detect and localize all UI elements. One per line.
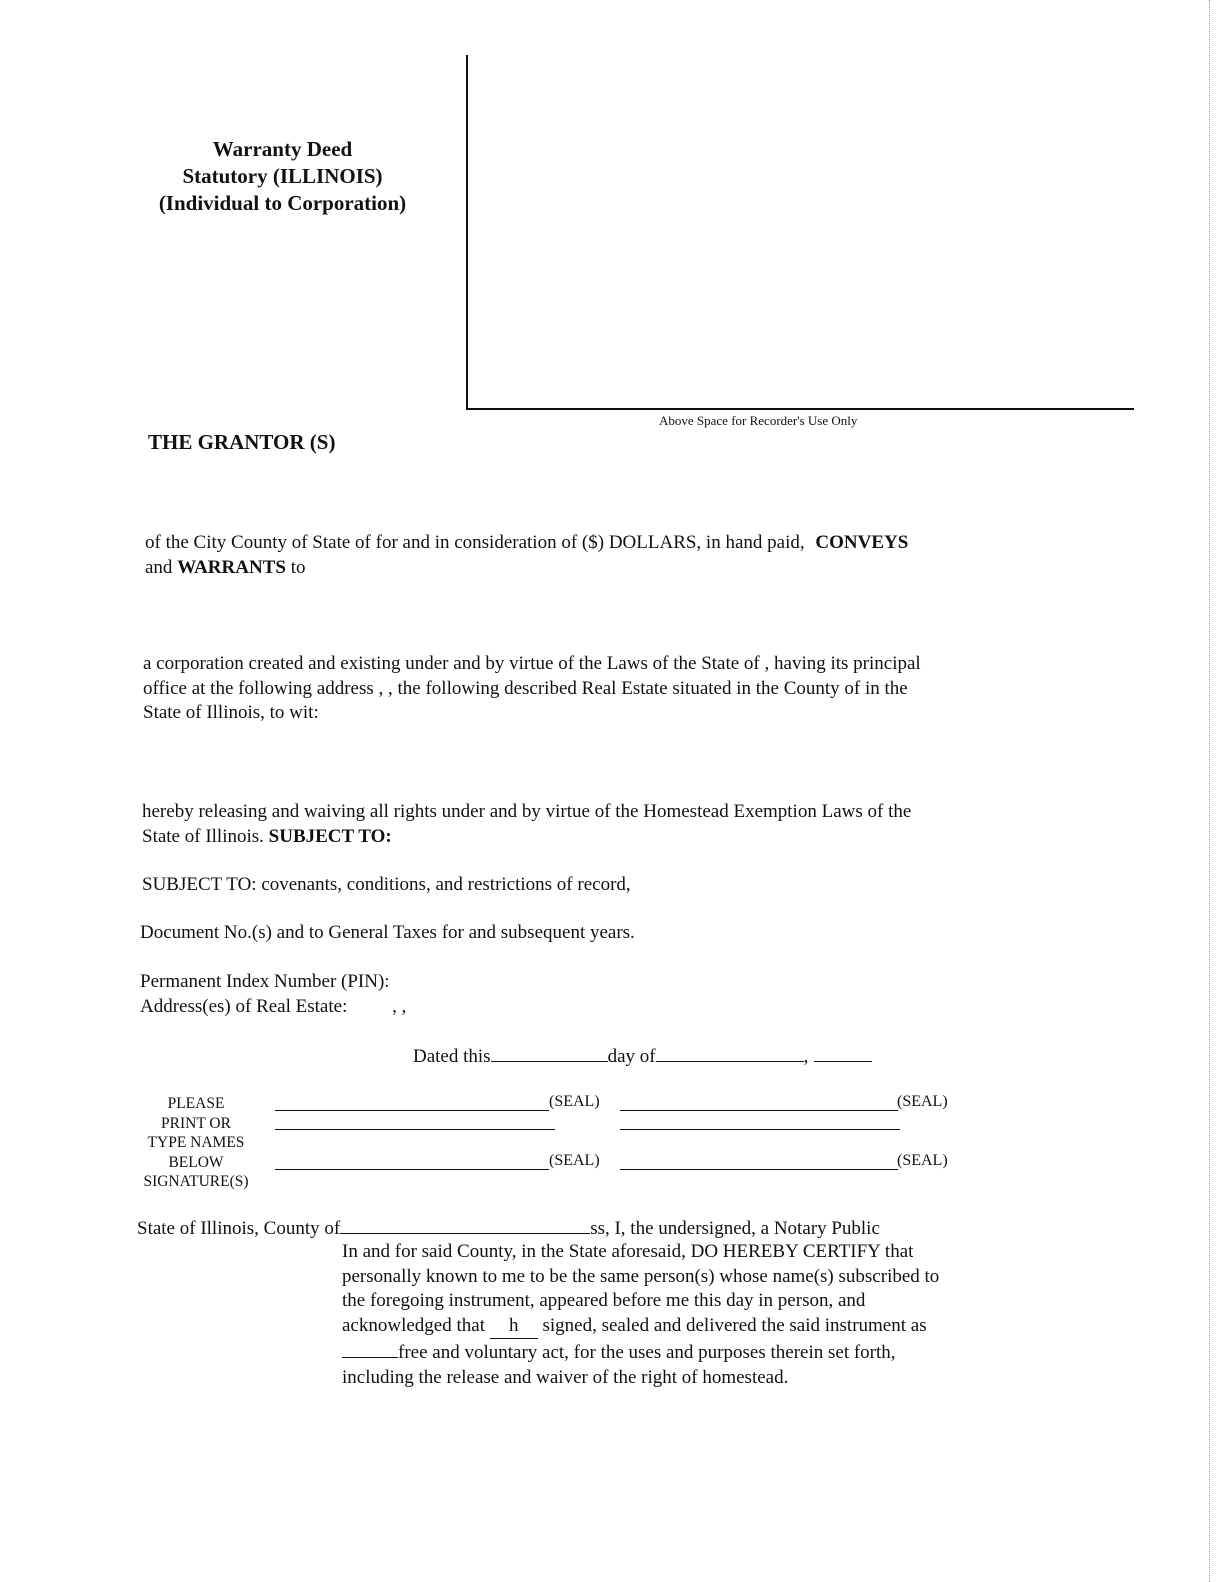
please-line-2: PRINT OR xyxy=(161,1114,231,1132)
recorder-note: Above Space for Recorder's Use Only xyxy=(659,413,858,428)
notary-county-line xyxy=(137,1215,880,1242)
consideration-line-1: of the City County of State of for and in consideration of ($) DOLLARS, in hand paid, xyxy=(145,532,805,553)
conveys-word: CONVEYS xyxy=(815,532,909,553)
signature-line-3[interactable] xyxy=(275,1169,549,1170)
dated-month-blank[interactable] xyxy=(656,1043,804,1062)
please-line-3: TYPE NAMES xyxy=(147,1134,245,1151)
corporation-line-1: a corporation created and existing under and by virtue of the Laws of the State of , having its principal xyxy=(143,653,921,674)
notary-body xyxy=(342,1240,939,1390)
notary-line-5-b: signed, sealed and delivered the said instrument as xyxy=(542,1314,927,1336)
address-line xyxy=(140,995,406,1020)
notary-line-4: the foregoing instrument, appeared before me this day in person, and xyxy=(342,1290,866,1311)
notary-line-3: personally known to me to be the same person(s) whose name(s) subscribed to xyxy=(342,1265,940,1287)
please-line-1: PLEASE xyxy=(167,1095,225,1112)
recorder-box-left-border xyxy=(466,55,468,410)
signature-line-1[interactable] xyxy=(275,1110,549,1111)
notary-pronoun-blank[interactable]: h xyxy=(490,1314,538,1340)
seal-label-1: (SEAL) xyxy=(549,1093,600,1110)
notary-county-suffix: ss, I, the undersigned, a Notary Public xyxy=(590,1218,880,1239)
homestead-line-2: State of Illinois. xyxy=(142,825,264,847)
print-name-line-2[interactable] xyxy=(620,1129,900,1130)
document-title xyxy=(110,136,455,217)
please-line-5: SIGNATURE(S) xyxy=(143,1173,249,1190)
consideration-paragraph xyxy=(145,531,908,580)
corporation-line-3: State of Illinois, to wit: xyxy=(143,702,319,723)
dated-year-blank[interactable] xyxy=(814,1043,872,1062)
corporation-line-2: office at the following address , , the following described Real Estate situated in the County of in the xyxy=(143,677,908,699)
title-line-1: Warranty Deed xyxy=(212,137,353,161)
seal-label-3: (SEAL) xyxy=(549,1152,600,1169)
document-no-line: Document No.(s) and to General Taxes for and subsequent years. xyxy=(140,922,635,943)
signature-line-2[interactable] xyxy=(620,1110,898,1111)
print-names-instruction xyxy=(133,1094,259,1192)
grantor-heading: THE GRANTOR (S) xyxy=(148,430,336,454)
dated-line xyxy=(413,1043,872,1070)
address-value: , , xyxy=(392,996,407,1017)
seal-label-2: (SEAL) xyxy=(897,1093,948,1110)
notary-line-2: In and for said County, in the State aforesaid, DO HEREBY CERTIFY that xyxy=(342,1241,914,1262)
consideration-to: to xyxy=(290,556,306,578)
homestead-paragraph xyxy=(142,800,911,849)
address-label: Address(es) of Real Estate: xyxy=(140,996,348,1017)
subject-to-bold: SUBJECT TO: xyxy=(268,825,392,847)
notary-line-6: free and voluntary act, for the uses and purposes therein set forth, xyxy=(398,1342,896,1363)
notary-possessive-blank[interactable] xyxy=(342,1339,398,1358)
corporation-paragraph xyxy=(143,652,921,726)
warrants-word: WARRANTS xyxy=(177,556,286,578)
homestead-line-1: hereby releasing and waiving all rights under and by virtue of the Homestead Exemption Laws of the xyxy=(142,801,912,822)
dated-day-blank[interactable] xyxy=(491,1043,608,1062)
notary-line-7: including the release and waiver of the right of homestead. xyxy=(342,1366,789,1388)
please-line-4: BELOW xyxy=(168,1153,224,1171)
title-line-2: Statutory (ILLINOIS) xyxy=(182,164,383,188)
notary-county-prefix: State of Illinois, County of xyxy=(137,1218,341,1239)
print-name-line-1[interactable] xyxy=(275,1129,555,1130)
dated-middle: day of xyxy=(607,1046,656,1067)
consideration-and: and xyxy=(145,556,173,578)
subject-to-line: SUBJECT TO: covenants, conditions, and restrictions of record, xyxy=(142,874,631,895)
recorder-box-bottom-border xyxy=(466,408,1134,410)
signature-line-4[interactable] xyxy=(620,1169,898,1170)
dated-comma: , xyxy=(803,1046,809,1067)
notary-line-5-a: acknowledged that xyxy=(342,1314,485,1336)
dated-prefix: Dated this xyxy=(413,1046,491,1067)
scan-edge-dotted-line xyxy=(1209,0,1211,1582)
title-line-3: (Individual to Corporation) xyxy=(158,191,407,215)
pin-line: Permanent Index Number (PIN): xyxy=(140,971,390,992)
seal-label-4: (SEAL) xyxy=(897,1152,948,1169)
notary-county-blank[interactable] xyxy=(340,1215,590,1234)
